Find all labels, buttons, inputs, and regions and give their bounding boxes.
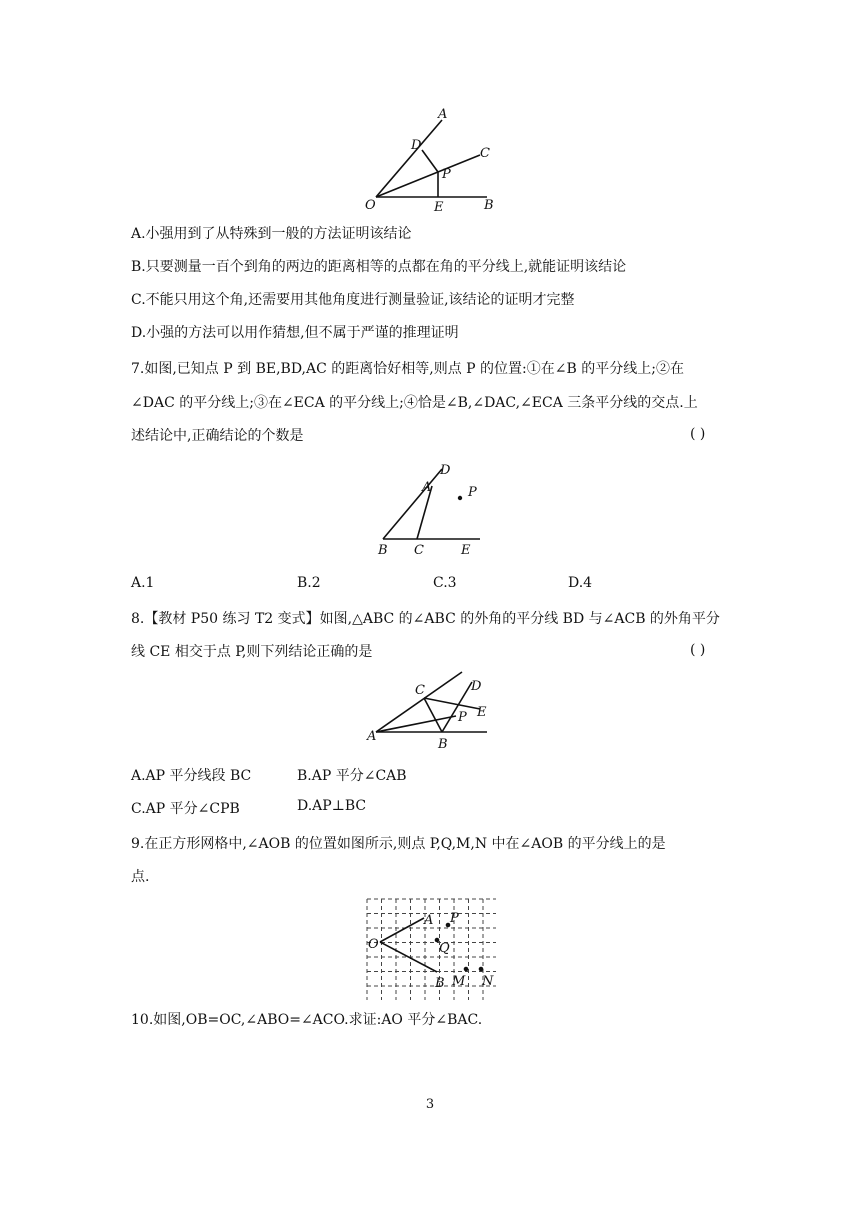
- q8-label-A: A: [367, 729, 377, 744]
- q6-option-b: B.只要测量一百个到角的两边的距离相等的点都在角的平分线上,就能证明该结论: [131, 259, 627, 275]
- label-C: C: [480, 146, 490, 161]
- label-A: A: [438, 107, 448, 122]
- q9-label-M: M: [452, 974, 466, 989]
- q9-text-line2: 点.: [131, 869, 150, 885]
- q8-label-P: P: [458, 710, 467, 725]
- q10-text: 10.如图,OB=OC,∠ABO=∠ACO.求证:AO 平分∠BAC.: [131, 1012, 483, 1028]
- q8-option-a: A.AP 平分线段 BC: [131, 768, 252, 784]
- figure-q9-grid: [364, 896, 496, 1000]
- q7-text-line1: 7.如图,已知点 P 到 BE,BD,AC 的距离恰好相等,则点 P 的位置:①在∠B 的平分线上;②在: [131, 361, 684, 377]
- q8-label-E: E: [477, 705, 487, 720]
- label-D: D: [411, 138, 422, 153]
- q7-text-line3: 述结论中,正确结论的个数是: [131, 428, 304, 444]
- q6-option-a: A.小强用到了从特殊到一般的方法证明该结论: [131, 226, 412, 242]
- q9-label-P: P: [450, 911, 459, 926]
- q6-option-d: D.小强的方法可以用作猜想,但不属于严谨的推理证明: [131, 325, 459, 341]
- q8-text-line1: 8.【教材 P50 练习 T2 变式】如图,△ABC 的∠ABC 的外角的平分线 BD 与∠ACB 的外角平分: [131, 611, 720, 627]
- q9-label-Q: Q: [439, 941, 450, 956]
- page-number: 3: [425, 1097, 435, 1112]
- q7-label-E: E: [461, 543, 471, 558]
- q7-label-C: C: [414, 543, 424, 558]
- q8-option-b: B.AP 平分∠CAB: [297, 768, 407, 784]
- q8-label-C: C: [415, 683, 425, 698]
- q9-label-A: A: [424, 913, 434, 928]
- q7-label-P: P: [468, 485, 477, 500]
- label-O: O: [365, 198, 376, 213]
- label-B: B: [484, 198, 494, 213]
- q8-label-D: D: [471, 679, 482, 694]
- q7-option-d: D.4: [568, 575, 593, 591]
- q7-option-c: C.3: [433, 575, 457, 591]
- q7-text-line2: ∠DAC 的平分线上;③在∠ECA 的平分线上;④恰是∠B,∠DAC,∠ECA 三条平分线的交点.上: [131, 395, 698, 411]
- q9-label-O: O: [368, 937, 379, 952]
- q9-label-B: B: [435, 976, 445, 991]
- q9-text-line1: 9.在正方形网格中,∠AOB 的位置如图所示,则点 P,Q,M,N 中在∠AOB 的平分线上的是: [131, 836, 666, 852]
- q7-label-A: A: [422, 480, 432, 495]
- figure-q8: [362, 668, 502, 756]
- q8-option-c: C.AP 平分∠CPB: [131, 801, 240, 817]
- q8-answer-paren: ( ): [690, 642, 706, 658]
- q7-answer-paren: ( ): [690, 426, 706, 442]
- q7-option-a: A.1: [131, 575, 155, 591]
- label-P: P: [442, 167, 451, 182]
- q7-option-b: B.2: [297, 575, 321, 591]
- q7-label-B: B: [378, 543, 388, 558]
- q9-label-N: N: [482, 974, 494, 989]
- figure-angle-bisector-opce: [360, 105, 510, 217]
- q8-option-d: D.AP⊥BC: [297, 798, 367, 814]
- q7-label-D: D: [440, 463, 451, 478]
- label-E: E: [434, 200, 444, 215]
- q8-text-line2: 线 CE 相交于点 P,则下列结论正确的是: [131, 644, 373, 660]
- q8-label-B: B: [438, 737, 448, 752]
- q6-option-c: C.不能只用这个角,还需要用其他角度进行测量验证,该结论的证明才完整: [131, 292, 575, 308]
- figure-q7: [370, 460, 490, 560]
